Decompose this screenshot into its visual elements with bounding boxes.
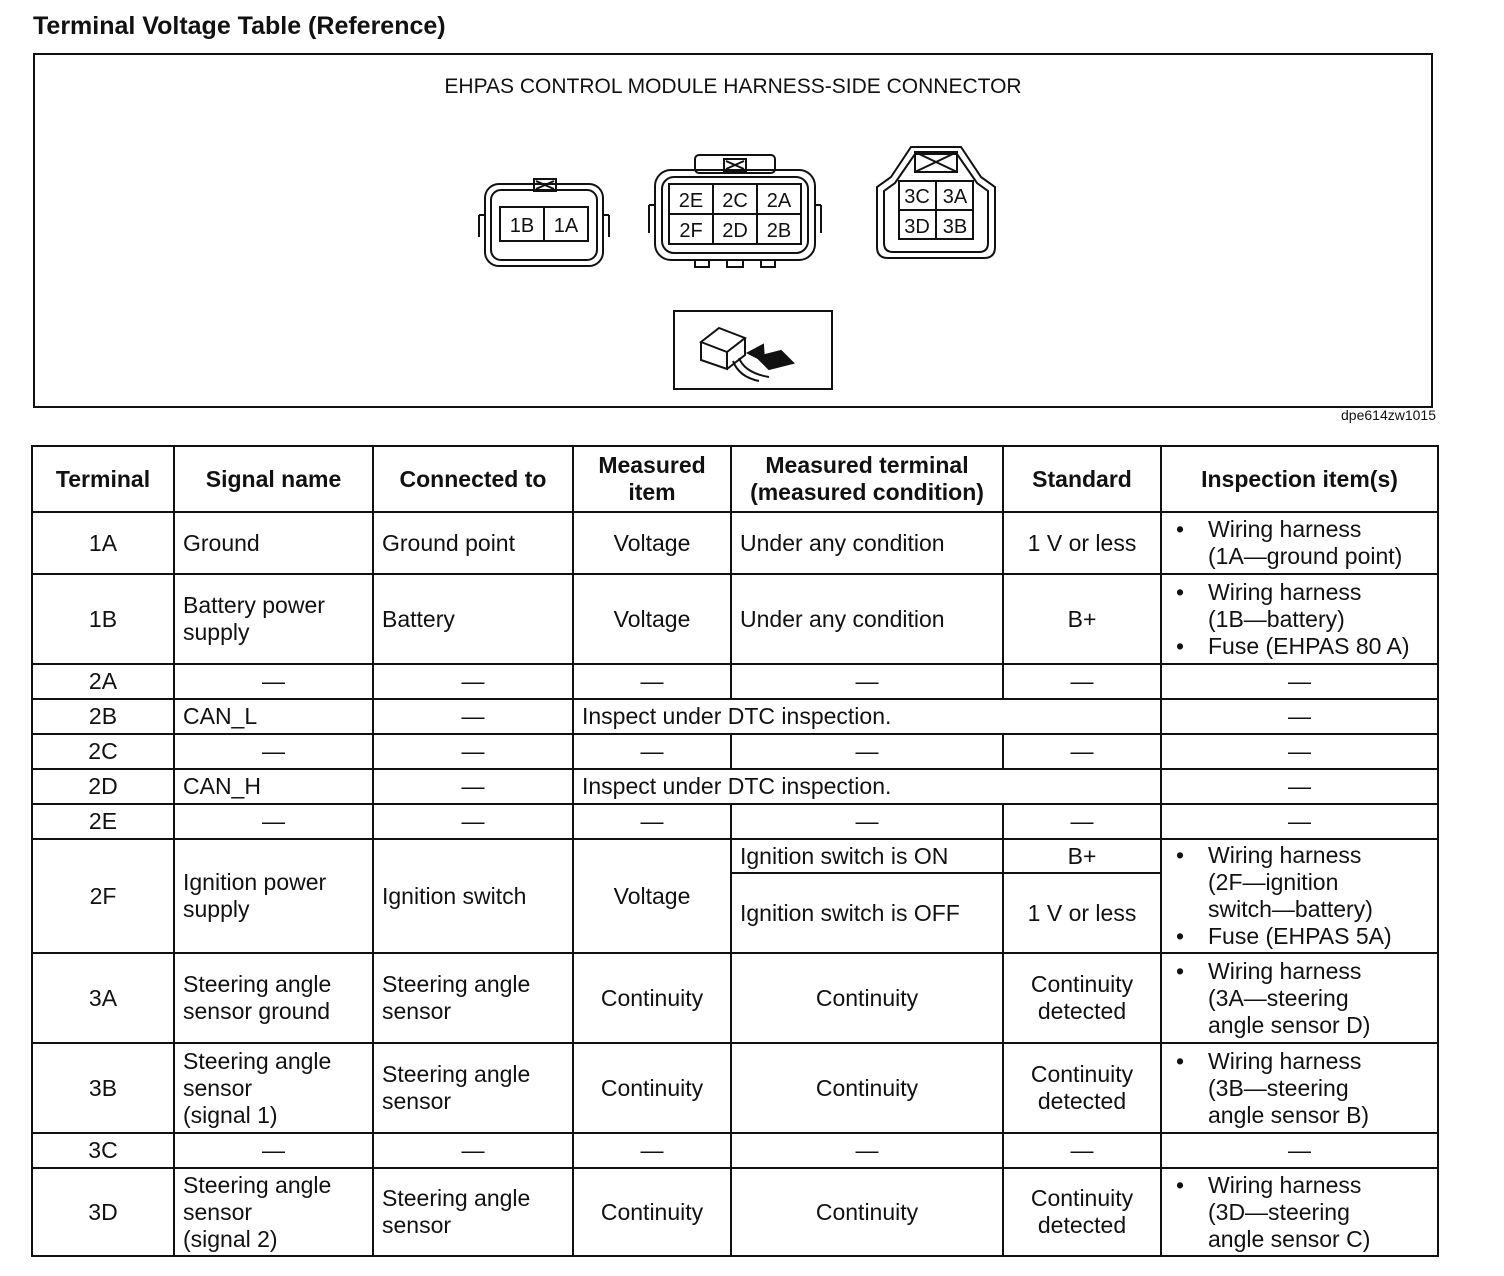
cell-connected: Steering angle sensor [373, 1043, 573, 1133]
cell-item: Voltage [573, 512, 731, 574]
connector-3 [877, 147, 995, 258]
cell-inspection: • Wiring harness (1A—ground point) [1161, 512, 1438, 574]
cell-dash: — [573, 664, 731, 699]
cell-terminal: 1A [32, 512, 174, 574]
header-measured-terminal: Measured terminal (measured condition) [731, 446, 1003, 512]
cell-dash: — [1161, 664, 1438, 699]
pin-2b: 2B [766, 220, 792, 242]
pin-1b: 1B [509, 215, 535, 237]
cell-dash: — [731, 1133, 1003, 1168]
terminal-voltage-table [31, 445, 1439, 1257]
cell-signal: CAN_H [174, 769, 373, 804]
cell-dash: — [1161, 1133, 1438, 1168]
header-inspection-items: Inspection item(s) [1161, 446, 1438, 512]
table-row [32, 699, 1438, 734]
table-row [32, 839, 1438, 873]
pin-3b: 3B [942, 216, 968, 238]
header-connected-to: Connected to [373, 446, 573, 512]
cell-dash: — [373, 769, 573, 804]
pin-3a: 3A [942, 186, 968, 208]
cell-signal: Ground [174, 512, 373, 574]
cell-condition: Continuity [731, 1168, 1003, 1256]
cell-standard-off: 1 V or less [1003, 873, 1161, 953]
connector-diagram [35, 55, 1431, 406]
connector-2 [649, 155, 821, 267]
cell-standard: Continuity detected [1003, 953, 1161, 1043]
cell-signal: Steering angle sensor (signal 2) [174, 1168, 373, 1256]
cell-dash: — [573, 1133, 731, 1168]
header-terminal: Terminal [32, 446, 174, 512]
cell-dash: — [373, 1133, 573, 1168]
cell-inspection: • Wiring harness (3D—steering angle sensor C) [1161, 1168, 1438, 1256]
cell-standard: B+ [1003, 574, 1161, 664]
cell-condition: Under any condition [731, 574, 1003, 664]
cell-item: Continuity [573, 1168, 731, 1256]
cell-dash: — [174, 804, 373, 839]
cell-item: Voltage [573, 574, 731, 664]
cell-dash: — [373, 734, 573, 769]
cell-terminal: 3C [32, 1133, 174, 1168]
cell-dash: — [373, 804, 573, 839]
cell-item: Continuity [573, 1043, 731, 1133]
table-row [32, 664, 1438, 699]
cell-terminal: 3A [32, 953, 174, 1043]
cell-inspection: • Wiring harness (3A—steering angle sensor D) [1161, 953, 1438, 1043]
cell-terminal: 3D [32, 1168, 174, 1256]
cell-signal: Steering angle sensor (signal 1) [174, 1043, 373, 1133]
pin-2a: 2A [766, 190, 792, 212]
table-row [32, 953, 1438, 1043]
cell-connected: Ignition switch [373, 839, 573, 953]
cell-item: Voltage [573, 839, 731, 953]
table-row [32, 734, 1438, 769]
cell-terminal: 2D [32, 769, 174, 804]
cell-terminal: 2E [32, 804, 174, 839]
cell-connected: Battery [373, 574, 573, 664]
harness-side-view-icon [674, 311, 832, 389]
cell-dash: — [373, 664, 573, 699]
cell-dash: — [573, 804, 731, 839]
connector-figure [33, 53, 1433, 408]
cell-terminal: 2A [32, 664, 174, 699]
table-row [32, 804, 1438, 839]
cell-standard: 1 V or less [1003, 512, 1161, 574]
cell-dash: — [731, 804, 1003, 839]
cell-dash: — [373, 699, 573, 734]
table-row [32, 1043, 1438, 1133]
table-row [32, 1168, 1438, 1256]
pin-2c: 2C [722, 190, 748, 212]
cell-dtc-note: Inspect under DTC inspection. [573, 769, 1161, 804]
table-row [32, 769, 1438, 804]
cell-dash: — [1003, 1133, 1161, 1168]
pin-2f: 2F [679, 220, 703, 242]
cell-item: Continuity [573, 953, 731, 1043]
table-row [32, 1133, 1438, 1168]
table-row [32, 574, 1438, 664]
cell-condition-on: Ignition switch is ON [731, 839, 1003, 873]
figure-caption: EHPAS CONTROL MODULE HARNESS-SIDE CONNECTOR [444, 75, 1022, 98]
cell-terminal: 3B [32, 1043, 174, 1133]
cell-dash: — [1003, 734, 1161, 769]
connector-1 [479, 179, 609, 266]
cell-connected: Steering angle sensor [373, 1168, 573, 1256]
cell-dash: — [731, 734, 1003, 769]
cell-condition-off: Ignition switch is OFF [731, 873, 1003, 953]
cell-inspection: • Wiring harness (1B—battery) • Fuse (EHPAS 80 A) [1161, 574, 1438, 664]
cell-dash: — [731, 664, 1003, 699]
page-title: Terminal Voltage Table (Reference) [33, 12, 446, 40]
header-standard: Standard [1003, 446, 1161, 512]
cell-signal: CAN_L [174, 699, 373, 734]
cell-condition: Continuity [731, 1043, 1003, 1133]
cell-dash: — [1161, 769, 1438, 804]
header-measured-item: Measured item [573, 446, 731, 512]
cell-dash: — [573, 734, 731, 769]
cell-inspection: • Wiring harness (2F—ignition switch—battery) • Fuse (EHPAS 5A) [1161, 839, 1438, 953]
cell-dash: — [1003, 664, 1161, 699]
cell-dash: — [174, 664, 373, 699]
cell-connected: Ground point [373, 512, 573, 574]
pin-2d: 2D [722, 220, 748, 242]
header-signal-name: Signal name [174, 446, 373, 512]
cell-terminal: 2F [32, 839, 174, 953]
cell-standard-on: B+ [1003, 839, 1161, 873]
cell-condition: Under any condition [731, 512, 1003, 574]
cell-signal: Ignition power supply [174, 839, 373, 953]
cell-dash: — [174, 734, 373, 769]
cell-dash: — [1161, 699, 1438, 734]
figure-code: dpe614zw1015 [1341, 407, 1436, 423]
pin-3d: 3D [904, 216, 930, 238]
cell-condition: Continuity [731, 953, 1003, 1043]
header-row [32, 446, 1438, 512]
cell-terminal: 2C [32, 734, 174, 769]
cell-dtc-note: Inspect under DTC inspection. [573, 699, 1161, 734]
cell-dash: — [1161, 804, 1438, 839]
cell-connected: Steering angle sensor [373, 953, 573, 1043]
pin-1a: 1A [553, 215, 579, 237]
cell-dash: — [1161, 734, 1438, 769]
cell-terminal: 1B [32, 574, 174, 664]
table-row [32, 512, 1438, 574]
pin-2e: 2E [678, 190, 704, 212]
cell-dash: — [1003, 804, 1161, 839]
cell-inspection: • Wiring harness (3B—steering angle sensor B) [1161, 1043, 1438, 1133]
cell-signal: Steering angle sensor ground [174, 953, 373, 1043]
cell-signal: Battery power supply [174, 574, 373, 664]
cell-terminal: 2B [32, 699, 174, 734]
cell-standard: Continuity detected [1003, 1168, 1161, 1256]
pin-3c: 3C [904, 186, 930, 208]
cell-dash: — [174, 1133, 373, 1168]
cell-standard: Continuity detected [1003, 1043, 1161, 1133]
